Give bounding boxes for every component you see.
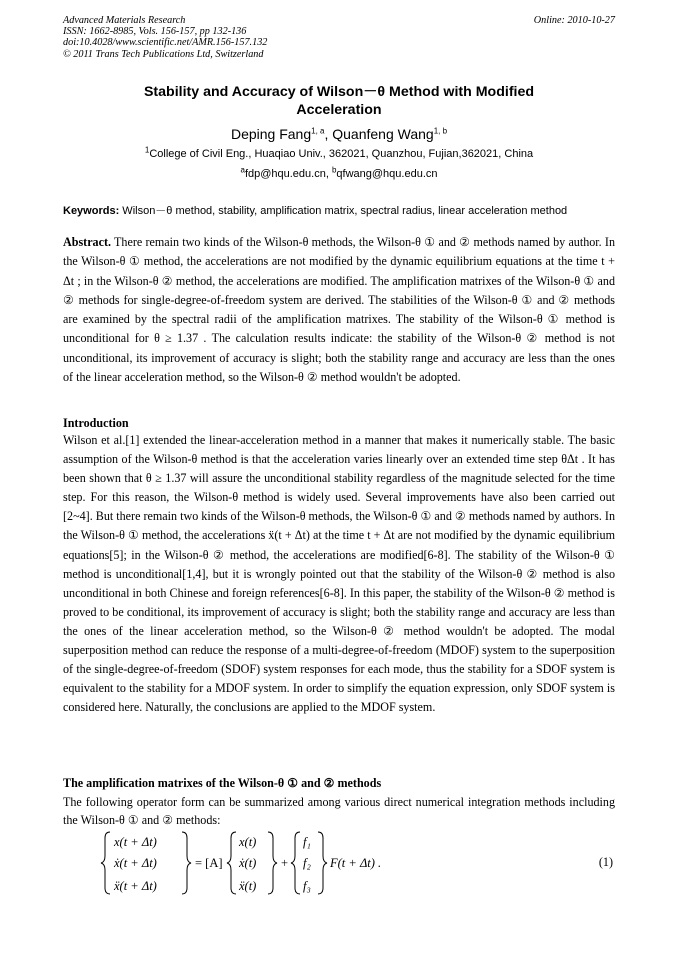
- abstract: [63, 233, 615, 387]
- eq-state-velocity: ẋ(t): [239, 856, 257, 870]
- author-name: Quanfeng Wang: [332, 126, 434, 142]
- author-name: Deping Fang: [230, 126, 312, 142]
- eq-load-f2: f₂: [303, 856, 311, 870]
- eq-load-f3: f₃: [303, 879, 311, 893]
- equation-1: [100, 828, 620, 898]
- journal-header: [63, 15, 615, 60]
- eq-lhs-acceleration: ẍ(t + Δt): [114, 879, 157, 893]
- doi-line: doi:10.4028/www.scientific.net/AMR.156-157.132: [63, 37, 268, 49]
- eq-amplification-matrix: = [A]: [195, 856, 223, 870]
- journal-name: Advanced Materials Research: [63, 15, 186, 26]
- issn-line: ISSN: 1662-8985, Vols. 156-157, pp 132-136: [63, 26, 247, 38]
- online-date: Online: 2010-10-27: [533, 15, 615, 26]
- abstract-label: Abstract.: [63, 235, 112, 249]
- author-affiliation-mark: 1, b: [433, 126, 448, 136]
- keywords-label: Keywords:: [63, 205, 120, 217]
- email-mark: a: [240, 165, 245, 175]
- title-line-2: Acceleration: [296, 102, 382, 118]
- keywords-text: Wilson－θ method, stability, amplification matrix, spectral radius, linear acceleration method: [119, 205, 568, 217]
- title-line-1: Stability and Accuracy of Wilson－θ Method with Modified: [143, 84, 535, 100]
- equation-number: (1): [598, 855, 613, 869]
- author-affiliation-mark: 1, a: [311, 126, 325, 136]
- eq-lhs-velocity: ẋ(t + Δt): [114, 856, 157, 870]
- affiliation-text: College of Civil Eng., Huaqiao Univ., 362021, Quanzhou, Fujian,362021, China: [149, 148, 534, 160]
- eq-plus: +: [281, 856, 289, 870]
- author-emails: [63, 167, 615, 181]
- section-text: The following operator form can be summarized among various direct numerical integration methods including the Wilson-θ ① and ② methods:: [63, 795, 615, 827]
- eq-load-term: F(t + Δt) .: [330, 856, 382, 870]
- section-heading-introduction: Introduction: [63, 416, 129, 430]
- email-separator: ,: [325, 168, 332, 180]
- eq-state-acceleration: ẍ(t): [239, 879, 257, 893]
- email-link[interactable]: qfwang@hqu.edu.cn: [336, 168, 438, 180]
- email-link[interactable]: fdp@hqu.edu.cn: [244, 168, 326, 180]
- section-heading-amplification: The amplification matrixes of the Wilson-θ ① and ② methods: [63, 776, 382, 790]
- copyright-line: © 2011 Trans Tech Publications Ltd, Switzerland: [63, 48, 264, 60]
- keywords: [63, 203, 615, 219]
- email-mark: b: [331, 165, 337, 175]
- eq-lhs-displacement: x(t + Δt): [114, 835, 157, 849]
- affiliation: [63, 147, 615, 161]
- author-separator: ,: [324, 126, 333, 142]
- abstract-text: There remain two kinds of the Wilson-θ methods, the Wilson-θ ① and ② methods named by author. In the Wilson-θ ① method, the accelerations are not modified by the dynamic equilibrium equations at the time t + Δt ; in the Wilson-θ ② method, the accelerations are modified. The amplification matrixes of the Wilson-θ ① and ② methods for single-degree-of-freedom system are derived. The stabilities of the Wilson-θ ① and ② methods are examined by the spectral radii of the amplification matrixes. The stability of the Wilson-θ ① method is unconditional for θ ≥ 1.37 . The calculation results indicate: the stability of the Wilson-θ ② method is not unconditional, its improvement of accuracy is slight; both the stability range and accuracy are less than the ones of the linear acceleration method, so the Wilson-θ ② method wouldn't be adopted.: [63, 235, 615, 385]
- eq-state-displacement: x(t): [239, 835, 257, 849]
- introduction-text: Wilson et al.[1] extended the linear-acceleration method in a manner that makes it numerically stable. The basic assumption of the Wilson-θ method is that the acceleration varies linearly over an extended time step θΔt . It has been shown that θ ≥ 1.37 will assure the unconditional stability regardless of the magnitude selected for the time step. For this reason, the Wilson-θ method is widely used. Several improvements have also been carried out [2~4]. But there remain two kinds of the Wilson-θ methods, the Wilson-θ ① and ② methods named by authors. In the Wilson-θ ① method, the accelerations ẍ(t + Δt) at the time t + Δt are not modified by the dynamic equilibrium equations[5]; in the Wilson-θ ② method, the accelerations are modified[6-8]. The stability of the Wilson-θ ① method is unconditional[1,4], but it is wrongly pointed out that the stability of the Wilson-θ ② method is also unconditional in both Chinese and foreign references[6-8]. In this paper, the stability of the Wilson-θ ② method is proved to be conditional, its improvement of accuracy is slight; both the stability range and accuracy are less than the ones of the linear acceleration method, so the Wilson-θ ② method wouldn't be adopted. The modal superposition method can reduce the response of a multi-degree-of-freedom (MDOF) system to the superposition of the single-degree-of-freedom (SDOF) system responses for each mode, thus the stability for a SDOF system is equivalent to the stability for a MDOF system. In order to simplify the equation expression, only SDOF system is considered here. Naturally, the conclusions are applied to the MDOF system.: [63, 433, 615, 715]
- paper-title: [63, 83, 615, 119]
- author-list: [63, 125, 615, 143]
- affiliation-mark: 1: [144, 145, 150, 155]
- eq-load-f1: f₁: [303, 835, 311, 849]
